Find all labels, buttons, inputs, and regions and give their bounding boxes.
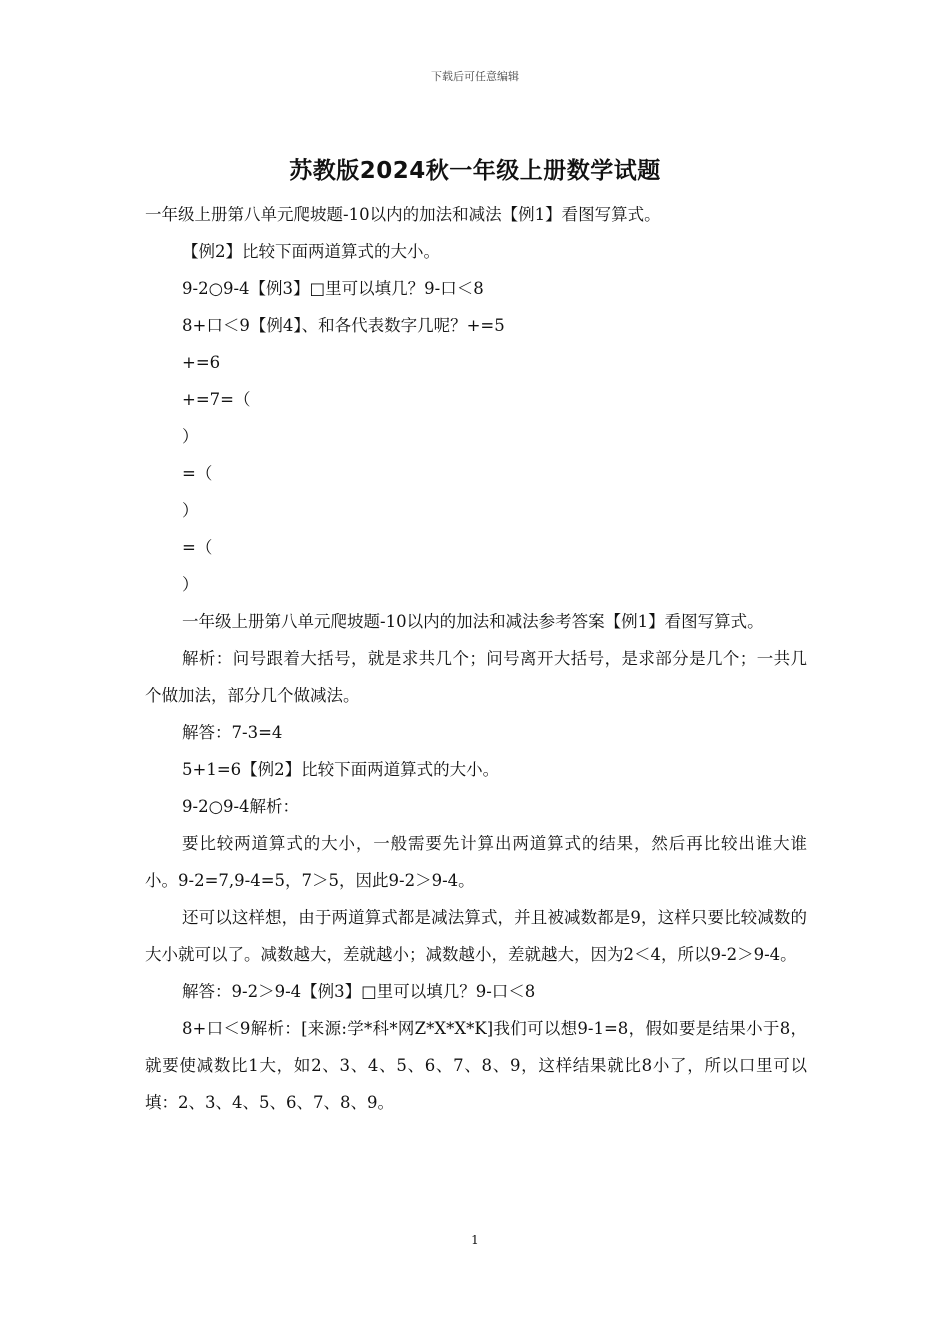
paragraph: 解析：问号跟着大括号，就是求共几个；问号离开大括号，是求部分是几个；一共几个做加法，部分几个做减法。 (145, 649, 807, 705)
paragraph: 解答：9-2＞9-4【例3】□里可以填几？9-口＜8 (182, 982, 536, 1001)
document-body (145, 196, 807, 1121)
paragraph: ） (182, 427, 199, 446)
paragraph: 还可以这样想，由于两道算式都是减法算式，并且被减数都是9，这样只要比较减数的大小就可以了。减数越大，差就越小；减数越小，差就越大，因为2＜4，所以9-2＞9-4。 (145, 908, 807, 964)
paragraph: 9-2○9-4解析： (182, 797, 300, 816)
paragraph: 【例2】比较下面两道算式的大小。 (182, 242, 440, 261)
paragraph: +=7=（ (182, 390, 251, 409)
paragraph: ） (182, 575, 199, 594)
paragraph: 9-2○9-4【例3】□里可以填几？9-口＜8 (182, 279, 484, 298)
paragraph: =（ (182, 464, 213, 483)
paragraph: =（ (182, 538, 213, 557)
document-title: 苏教版2024秋一年级上册数学试题 (289, 158, 661, 184)
paragraph: 一年级上册第八单元爬坡题-10以内的加法和减法【例1】看图写算式。 (145, 205, 661, 224)
page-header: 下载后可任意编辑 (431, 70, 519, 83)
paragraph: 8+口＜9解析：[来源:学*科*网Z*X*X*K]我们可以想9-1=8，假如要是结果小于8，就要使减数比1大，如2、3、4、5、6、7、8、9，这样结果就比8小了，所以口里可以填：2、3、4、5、6、7、8、9。 (145, 1019, 807, 1112)
page-number: 1 (471, 1233, 479, 1247)
paragraph: 解答：7-3=4 (182, 723, 283, 742)
paragraph: 8+口＜9【例4】、和各代表数字几呢？+=5 (182, 316, 505, 335)
paragraph: ） (182, 501, 199, 520)
paragraph: 一年级上册第八单元爬坡题-10以内的加法和减法参考答案【例1】看图写算式。 (182, 612, 764, 631)
paragraph: 5+1=6【例2】比较下面两道算式的大小。 (182, 760, 500, 779)
paragraph: 要比较两道算式的大小，一般需要先计算出两道算式的结果，然后再比较出谁大谁小。9-2=7,9-4=5，7＞5，因此9-2＞9-4。 (145, 834, 807, 890)
paragraph: +=6 (182, 353, 221, 372)
